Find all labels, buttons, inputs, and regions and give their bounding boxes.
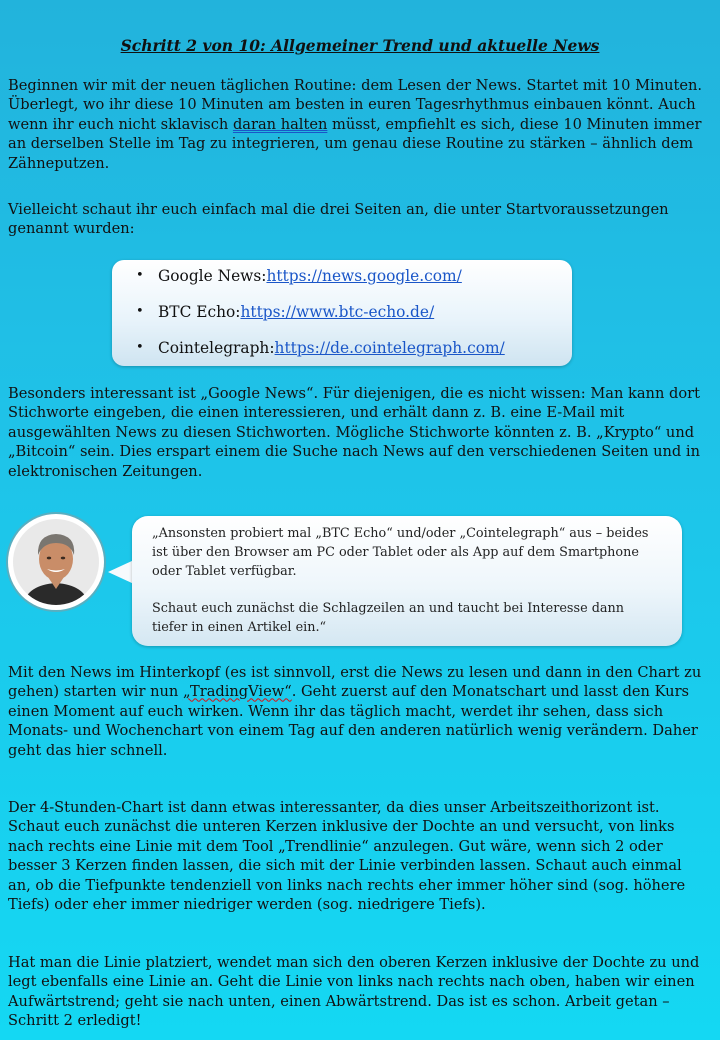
bullet-icon: • — [136, 268, 144, 283]
links-box — [112, 260, 572, 366]
bullet-icon: • — [136, 304, 144, 319]
intro-text-1: Beginnen wir mit der neuen täglichen Routine: dem Lesen der News. Startet mit 10 Minuten. Überlegt, wo ihr diese 10 Minuten am besten in euren Tagesrhythmus einbauen könnt. Auch wenn ihr euch nicht sklavisch — [8, 77, 703, 133]
tradingview-text-2: . Geht zuerst auf den Monatschart und lasst den Kurs einen Moment auf euch wirken. Wenn ihr das täglich macht, werdet ihr sehen, dass sich Monats- und Wochenchart von einem Tag auf den anderen natürlich wenig verändern. Daher geht das hier schnell. — [8, 683, 698, 759]
quote-text-1: „Ansonsten probiert mal „BTC Echo“ und/oder „Cointelegraph“ aus – beides ist über den Browser am PC oder Tablet oder als App auf dem Smartphone oder Tablet verfügbar. — [152, 526, 649, 579]
intro-paragraph — [8, 76, 708, 173]
intro-underlined-text: daran halten — [232, 115, 328, 133]
page-title: Schritt 2 von 10: Allgemeiner Trend und aktuelle News — [120, 36, 600, 55]
list-item — [136, 302, 434, 322]
speech-bubble-tail — [108, 560, 134, 584]
tradingview-text-1: Mit den News im Hinterkopf (es ist sinnvoll, erst die News zu lesen und dann in den Chart zu gehen) starten wir nun — [8, 664, 702, 701]
tradingview-highlight: „TradingView“ — [182, 683, 292, 701]
final-paragraph: Hat man die Linie platziert, wendet man sich den oberen Kerzen inklusive der Dochte zu und legt ebenfalls eine Linie an. Geht die Linie von links nach rechts nach oben, haben wir einen Aufwärtstrend; geht sie nach unten, einen Abwärtstrend. Das ist es schon. Arbeit getan – Schritt 2 erledigt! — [8, 954, 700, 1030]
tradingview-paragraph — [8, 663, 708, 760]
sites-intro-paragraph: Vielleicht schaut ihr euch einfach mal die drei Seiten an, die unter Startvoraussetzungen genannt wurden: — [8, 201, 669, 238]
person-portrait-icon — [13, 519, 99, 605]
list-item — [136, 338, 505, 358]
btc-echo-link[interactable]: https://www.btc-echo.de/ — [240, 303, 435, 321]
site-name: Google News: — [158, 267, 267, 285]
site-name: Cointelegraph: — [158, 339, 275, 357]
list-item — [136, 266, 462, 286]
bullet-icon: • — [136, 340, 144, 355]
intro-text-2: müsst, empfiehlt es sich, diese 10 Minuten immer an derselben Stelle im Tag zu integrieren, um genau diese Routine zu stärken – ähnlich dem Zähneputzen. — [8, 115, 702, 172]
google-news-paragraph: Besonders interessant ist „Google News“. Für diejenigen, die es nicht wissen: Man kann dort Stichworte eingeben, die einen interessieren, und erhält dann z. B. eine E-Mail mit ausgewählten News zu diesen Stichworten. Mögliche Stichworte könnten z. B. „Krypto“ und „Bitcoin“ sein. Dies erspart einem die Suche nach News auf den verschiedenen Seiten und in elektronischen Zeitungen. — [8, 385, 700, 480]
site-name: BTC Echo: — [158, 303, 241, 321]
quote-bubble — [132, 516, 682, 646]
four-hour-paragraph: Der 4-Stunden-Chart ist dann etwas interessanter, da dies unser Arbeitszeithorizont ist. Schaut euch zunächst die unteren Kerzen inklusive der Dochte an und versucht, von links nach rechts eine Linie mit dem Tool „Trendlinie“ anzulegen. Gut wäre, wenn sich 2 oder besser 3 Kerzen finden lassen, die sich mit der Linie verbinden lassen. Schaut auch einmal an, ob die Tiefpunkte tendenziell von links nach rechts eher immer höher sind (sog. höhere Tiefs) oder eher immer niedriger werden (sog. niedrigere Tiefs). — [8, 799, 686, 914]
google-news-link[interactable]: https://news.google.com/ — [266, 267, 462, 285]
cointelegraph-link[interactable]: https://de.cointelegraph.com/ — [274, 339, 505, 357]
quote-text-2: Schaut euch zunächst die Schlagzeilen an und taucht bei Interesse dann tiefer in einen Artikel ein.“ — [152, 601, 625, 635]
avatar — [8, 514, 104, 610]
